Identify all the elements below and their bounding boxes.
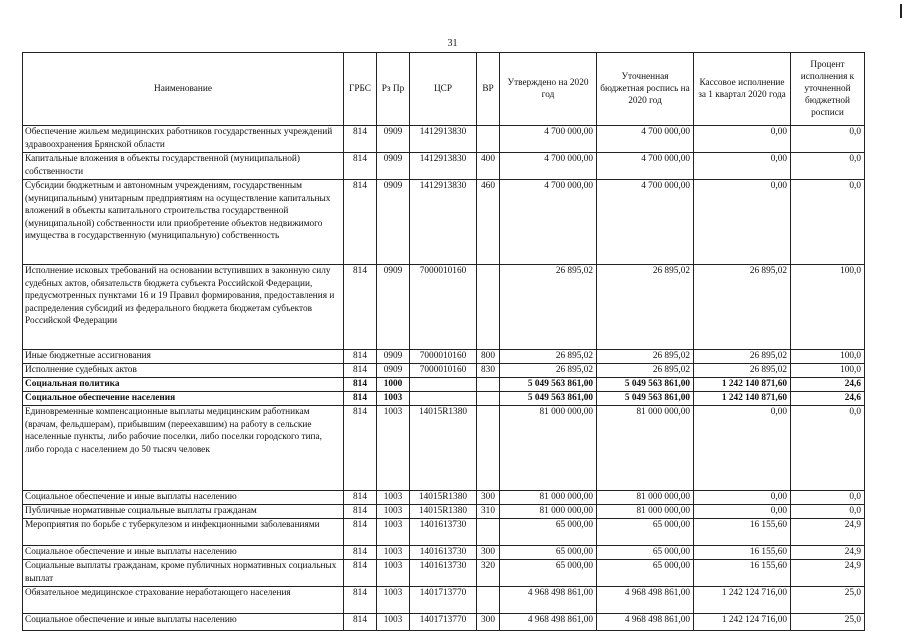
table-row [23, 265, 865, 350]
cell-vr: 300 [477, 491, 500, 505]
cell-csr: 14015R1380 [410, 491, 477, 505]
cell-name: Публичные нормативные социальные выплаты гражданам [23, 505, 344, 519]
cell-rzpr: 1003 [377, 519, 410, 546]
cell-rzpr: 1000 [377, 378, 410, 392]
budget-table [22, 52, 865, 631]
cell-name: Социальное обеспечение и иные выплаты населению [23, 491, 344, 505]
header-name: Наименование [23, 53, 344, 126]
cell-grbs: 814 [344, 364, 377, 378]
header-rzpr: Рз Пр [377, 53, 410, 126]
cell-refined: 81 000 000,00 [597, 406, 694, 491]
cell-approved: 81 000 000,00 [500, 406, 597, 491]
cell-vr: 300 [477, 546, 500, 560]
cell-percent: 100,0 [791, 265, 865, 350]
cell-cash: 26 895,02 [694, 364, 791, 378]
cell-cash: 0,00 [694, 491, 791, 505]
cell-percent: 0,0 [791, 505, 865, 519]
cell-name: Мероприятия по борьбе с туберкулезом и инфекционными заболеваниями [23, 519, 344, 546]
table-row [23, 505, 865, 519]
cell-csr: 1401613730 [410, 519, 477, 546]
table-row [23, 364, 865, 378]
cell-vr: 320 [477, 560, 500, 587]
cell-refined: 4 700 000,00 [597, 126, 694, 153]
cell-approved: 4 700 000,00 [500, 180, 597, 265]
cell-vr [477, 587, 500, 614]
cell-refined: 4 968 498 861,00 [597, 614, 694, 631]
table-row [23, 126, 865, 153]
cell-csr: 1401713770 [410, 587, 477, 614]
cell-percent: 24,9 [791, 560, 865, 587]
header-percent: Процент исполнения к уточненной бюджетной росписи [791, 53, 865, 126]
cell-cash: 16 155,60 [694, 546, 791, 560]
cell-percent: 24,9 [791, 519, 865, 546]
cell-name: Социальная политика [23, 378, 344, 392]
cell-refined: 65 000,00 [597, 546, 694, 560]
table-row [23, 560, 865, 587]
cell-cash: 0,00 [694, 406, 791, 491]
cell-approved: 65 000,00 [500, 560, 597, 587]
header-approved: Утверждено на 2020 год [500, 53, 597, 126]
cell-refined: 26 895,02 [597, 350, 694, 364]
cell-approved: 81 000 000,00 [500, 505, 597, 519]
cell-rzpr: 0909 [377, 350, 410, 364]
cell-name: Социальное обеспечение и иные выплаты населению [23, 614, 344, 631]
cell-rzpr: 0909 [377, 126, 410, 153]
cell-cash: 1 242 124 716,00 [694, 587, 791, 614]
cell-cash: 16 155,60 [694, 519, 791, 546]
cell-percent: 100,0 [791, 364, 865, 378]
cell-csr: 14015R1380 [410, 505, 477, 519]
table-row [23, 587, 865, 614]
cell-percent: 0,0 [791, 406, 865, 491]
cell-refined: 65 000,00 [597, 560, 694, 587]
cell-rzpr: 1003 [377, 614, 410, 631]
page-number: 31 [447, 38, 458, 49]
table-row [23, 519, 865, 546]
cell-vr [477, 126, 500, 153]
cell-approved: 4 968 498 861,00 [500, 614, 597, 631]
cell-rzpr: 1003 [377, 560, 410, 587]
cell-vr [477, 406, 500, 491]
cell-csr: 7000010160 [410, 265, 477, 350]
cell-name: Единовременные компенсационные выплаты медицинским работникам (врачам, фельдшерам), прибывшим (переехавшим) на работу в сельские населенные пункты, либо рабочие поселки, либо поселки городского типа, либо города с населением до 50 тысяч человек [23, 406, 344, 491]
cell-vr: 310 [477, 505, 500, 519]
cell-vr [477, 392, 500, 406]
cell-grbs: 814 [344, 406, 377, 491]
cell-approved: 5 049 563 861,00 [500, 378, 597, 392]
cell-vr: 800 [477, 350, 500, 364]
cell-percent: 24,9 [791, 546, 865, 560]
table-row [23, 350, 865, 364]
cell-vr: 830 [477, 364, 500, 378]
table-row [23, 546, 865, 560]
cell-rzpr: 1003 [377, 546, 410, 560]
cell-refined: 4 700 000,00 [597, 180, 694, 265]
cell-approved: 65 000,00 [500, 519, 597, 546]
cell-refined: 4 968 498 861,00 [597, 587, 694, 614]
cell-refined: 5 049 563 861,00 [597, 392, 694, 406]
cell-rzpr: 0909 [377, 364, 410, 378]
cell-name: Социальные выплаты гражданам, кроме публичных нормативных социальных выплат [23, 560, 344, 587]
cell-name: Социальное обеспечение и иные выплаты населению [23, 546, 344, 560]
cell-percent: 0,0 [791, 153, 865, 180]
cell-approved: 4 700 000,00 [500, 126, 597, 153]
cell-rzpr: 1003 [377, 406, 410, 491]
cell-name: Капитальные вложения в объекты государственной (муниципальной) собственности [23, 153, 344, 180]
cell-rzpr: 1003 [377, 491, 410, 505]
cell-rzpr: 0909 [377, 153, 410, 180]
cell-refined: 5 049 563 861,00 [597, 378, 694, 392]
cell-rzpr: 0909 [377, 180, 410, 265]
cell-percent: 24,6 [791, 392, 865, 406]
table-row [23, 392, 865, 406]
table-row [23, 614, 865, 631]
cell-grbs: 814 [344, 614, 377, 631]
cell-percent: 100,0 [791, 350, 865, 364]
cell-rzpr: 1003 [377, 587, 410, 614]
cell-rzpr: 1003 [377, 392, 410, 406]
cell-approved: 26 895,02 [500, 350, 597, 364]
cell-name: Обеспечение жильем медицинских работников государственных учреждений здравоохранения Брянской области [23, 126, 344, 153]
cell-grbs: 814 [344, 126, 377, 153]
table-row [23, 406, 865, 491]
cell-grbs: 814 [344, 378, 377, 392]
cell-grbs: 814 [344, 587, 377, 614]
cell-refined: 26 895,02 [597, 364, 694, 378]
cell-approved: 5 049 563 861,00 [500, 392, 597, 406]
cell-refined: 81 000 000,00 [597, 505, 694, 519]
cell-name: Иные бюджетные ассигнования [23, 350, 344, 364]
cell-cash: 0,00 [694, 505, 791, 519]
cell-csr: 1412913830 [410, 153, 477, 180]
cell-csr: 14015R1380 [410, 406, 477, 491]
cell-cash: 1 242 124 716,00 [694, 614, 791, 631]
header-row [23, 53, 865, 126]
cell-name: Исполнение исковых требований на основании вступивших в законную силу судебных актов, обязательств бюджета субъекта Российской Федерации, предусмотренных пунктами 16 и 19 Правил формирования, предоставления и распределения субсидий из федерального бюджета бюджетам субъектов Российской Федерации [23, 265, 344, 350]
cell-grbs: 814 [344, 505, 377, 519]
table-row [23, 491, 865, 505]
cell-vr: 300 [477, 614, 500, 631]
cell-name: Социальное обеспечение населения [23, 392, 344, 406]
table-row [23, 378, 865, 392]
cell-name: Исполнение судебных актов [23, 364, 344, 378]
cell-percent: 25,0 [791, 587, 865, 614]
cell-grbs: 814 [344, 491, 377, 505]
cell-name: Обязательное медицинское страхование неработающего населения [23, 587, 344, 614]
cell-refined: 26 895,02 [597, 265, 694, 350]
table-row [23, 153, 865, 180]
cell-percent: 0,0 [791, 180, 865, 265]
cell-csr: 1401613730 [410, 546, 477, 560]
cell-percent: 0,0 [791, 126, 865, 153]
cell-grbs: 814 [344, 265, 377, 350]
table-body [23, 126, 865, 631]
cell-csr: 1401713770 [410, 614, 477, 631]
cell-csr [410, 392, 477, 406]
cell-grbs: 814 [344, 560, 377, 587]
cell-csr: 1412913830 [410, 126, 477, 153]
cell-name: Субсидии бюджетным и автономным учреждениям, государственным (муниципальным) унитарным предприятиям на осуществление капитальных вложений в объекты капитального строительства государственной (муниципальной) собственности или приобретение объектов недвижимого имущества в государственную (муниципальную) собственность [23, 180, 344, 265]
header-cash: Кассовое исполнение за 1 квартал 2020 года [694, 53, 791, 126]
cell-approved: 4 700 000,00 [500, 153, 597, 180]
cell-grbs: 814 [344, 153, 377, 180]
cell-cash: 26 895,02 [694, 265, 791, 350]
cell-cash: 26 895,02 [694, 350, 791, 364]
header-refined: Уточненная бюджетная роспись на 2020 год [597, 53, 694, 126]
cell-grbs: 814 [344, 180, 377, 265]
cell-approved: 26 895,02 [500, 265, 597, 350]
cell-cash: 0,00 [694, 180, 791, 265]
cell-percent: 25,0 [791, 614, 865, 631]
cell-csr [410, 378, 477, 392]
cell-cash: 1 242 140 871,60 [694, 392, 791, 406]
cell-grbs: 814 [344, 392, 377, 406]
cell-vr [477, 378, 500, 392]
cell-cash: 1 242 140 871,60 [694, 378, 791, 392]
cell-csr: 7000010160 [410, 364, 477, 378]
cell-rzpr: 0909 [377, 265, 410, 350]
cell-approved: 81 000 000,00 [500, 491, 597, 505]
header-vr: ВР [477, 53, 500, 126]
cell-csr: 7000010160 [410, 350, 477, 364]
cell-approved: 65 000,00 [500, 546, 597, 560]
cell-vr [477, 265, 500, 350]
cell-csr: 1401613730 [410, 560, 477, 587]
cell-approved: 26 895,02 [500, 364, 597, 378]
cell-vr: 460 [477, 180, 500, 265]
cell-vr: 400 [477, 153, 500, 180]
cell-grbs: 814 [344, 519, 377, 546]
cell-grbs: 814 [344, 546, 377, 560]
cell-csr: 1412913830 [410, 180, 477, 265]
cell-rzpr: 1003 [377, 505, 410, 519]
cell-cash: 0,00 [694, 126, 791, 153]
cell-vr [477, 519, 500, 546]
table-row [23, 180, 865, 265]
header-csr: ЦСР [410, 53, 477, 126]
cell-refined: 65 000,00 [597, 519, 694, 546]
cell-cash: 16 155,60 [694, 560, 791, 587]
cell-percent: 0,0 [791, 491, 865, 505]
cell-percent: 24,6 [791, 378, 865, 392]
cell-cash: 0,00 [694, 153, 791, 180]
page-edge-mark [900, 4, 902, 18]
header-grbs: ГРБС [344, 53, 377, 126]
cell-refined: 4 700 000,00 [597, 153, 694, 180]
cell-grbs: 814 [344, 350, 377, 364]
cell-refined: 81 000 000,00 [597, 491, 694, 505]
cell-approved: 4 968 498 861,00 [500, 587, 597, 614]
